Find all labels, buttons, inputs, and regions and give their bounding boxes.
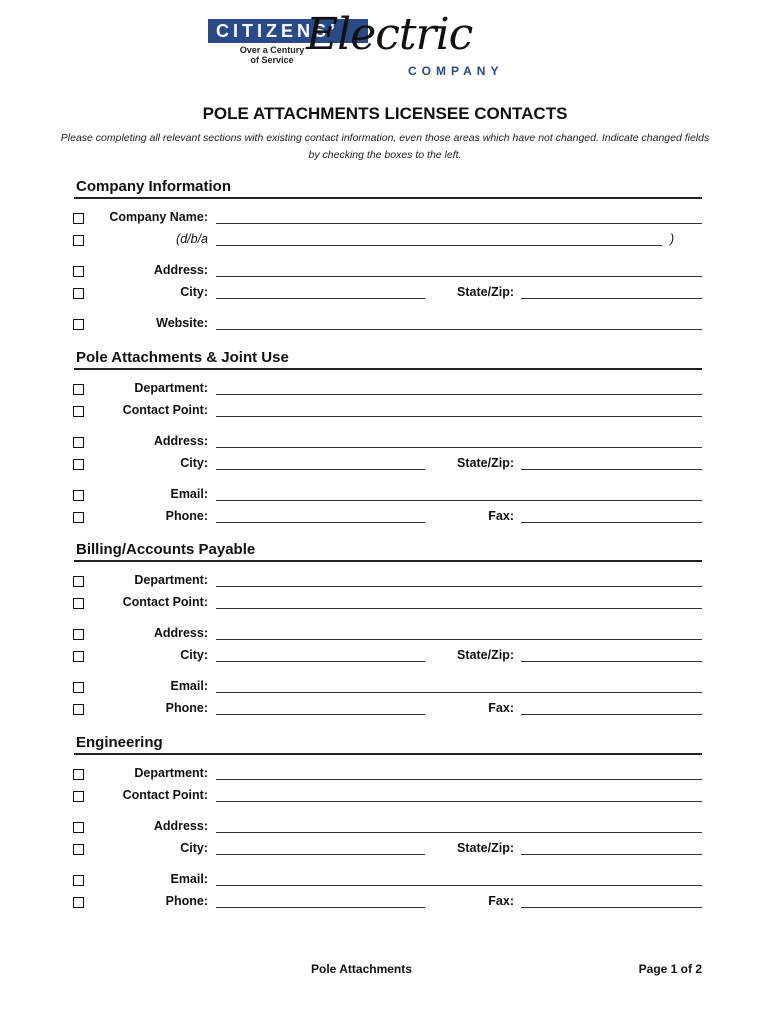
field-label: Phone: (165, 701, 208, 715)
changed-checkbox[interactable] (73, 288, 84, 299)
row-billing-address (0, 626, 770, 648)
changed-checkbox[interactable] (73, 459, 84, 470)
section-heading-company-label: Company Information (76, 178, 232, 195)
changed-checkbox[interactable] (73, 822, 84, 833)
website-field[interactable] (216, 329, 702, 330)
logo-tagline-line-2: of Service (250, 55, 294, 65)
changed-checkbox[interactable] (73, 651, 84, 662)
changed-checkbox[interactable] (73, 576, 84, 587)
field-label: Email: (170, 679, 208, 693)
row-pole-email (0, 487, 770, 509)
changed-checkbox[interactable] (73, 319, 84, 330)
address-field[interactable] (216, 276, 702, 277)
contact-point-field[interactable] (216, 608, 702, 609)
city-field[interactable] (216, 298, 425, 299)
row-pole-phone (0, 509, 770, 531)
changed-checkbox[interactable] (73, 791, 84, 802)
section-heading-billing-label: Billing/Accounts Payable (76, 541, 256, 558)
contact-point-field[interactable] (216, 801, 702, 802)
changed-checkbox[interactable] (73, 437, 84, 448)
phone-field[interactable] (216, 907, 425, 908)
changed-checkbox[interactable] (73, 682, 84, 693)
changed-checkbox[interactable] (73, 235, 84, 246)
state-zip-field[interactable] (521, 298, 702, 299)
row-billing-phone (0, 701, 770, 723)
footer-document-name: Pole Attachments (311, 962, 412, 976)
field-label: Contact Point: (122, 595, 208, 609)
row-billing-city (0, 648, 770, 670)
department-field[interactable] (216, 586, 702, 587)
instructions-text: Please completing all relevant sections with existing contact information, even those areas which have not changed. Indicate changed fields by checking the boxes to the left. (60, 132, 710, 161)
field-label: City: (180, 456, 208, 470)
field-label: Fax: (488, 894, 514, 908)
row-billing-email (0, 679, 770, 701)
field-label: Department: (134, 573, 208, 587)
row-billing-department (0, 573, 770, 595)
changed-checkbox[interactable] (73, 897, 84, 908)
logo-brand: CITIZENS’ (208, 19, 368, 43)
field-label: Email: (170, 872, 208, 886)
field-label: City: (180, 285, 208, 299)
field-label: State/Zip: (457, 456, 514, 470)
changed-checkbox[interactable] (73, 266, 84, 277)
fax-field[interactable] (521, 522, 702, 523)
dba-field[interactable] (216, 245, 662, 246)
fax-field[interactable] (521, 907, 702, 908)
row-pole-city (0, 456, 770, 478)
city-field[interactable] (216, 661, 425, 662)
row-billing-contact (0, 595, 770, 617)
row-company-city (0, 285, 770, 307)
changed-checkbox[interactable] (73, 704, 84, 715)
row-engineering-contact (0, 788, 770, 810)
company-name-field[interactable] (216, 223, 702, 224)
field-label: State/Zip: (457, 285, 514, 299)
dba-close-paren: ) (670, 232, 675, 246)
row-engineering-phone (0, 894, 770, 916)
logo-tagline-line-1: Over a Century (239, 45, 305, 55)
field-label: Department: (134, 766, 208, 780)
row-dba (0, 232, 770, 254)
changed-checkbox[interactable] (73, 406, 84, 417)
address-field[interactable] (216, 639, 702, 640)
field-label: Company Name: (109, 210, 208, 224)
logo-script-word: Electric (306, 9, 473, 60)
phone-field[interactable] (216, 522, 425, 523)
changed-checkbox[interactable] (73, 875, 84, 886)
state-zip-field[interactable] (521, 854, 702, 855)
row-company-name (0, 210, 770, 232)
row-pole-department (0, 381, 770, 403)
address-field[interactable] (216, 832, 702, 833)
changed-checkbox[interactable] (73, 512, 84, 523)
row-engineering-department (0, 766, 770, 788)
field-label: Address: (153, 626, 208, 640)
row-engineering-address (0, 819, 770, 841)
field-label: Department: (134, 381, 208, 395)
field-label: Email: (170, 487, 208, 501)
row-pole-address (0, 434, 770, 456)
row-pole-contact (0, 403, 770, 425)
department-field[interactable] (216, 394, 702, 395)
email-field[interactable] (216, 885, 702, 886)
section-heading-pole-label: Pole Attachments & Joint Use (76, 349, 289, 366)
field-label: Address: (153, 263, 208, 277)
field-label: Address: (153, 434, 208, 448)
city-field[interactable] (216, 854, 425, 855)
field-label: Phone: (165, 509, 208, 523)
field-label: Contact Point: (122, 403, 208, 417)
field-label: Fax: (488, 701, 514, 715)
field-label: Fax: (488, 509, 514, 523)
row-engineering-city (0, 841, 770, 863)
state-zip-field[interactable] (521, 661, 702, 662)
fax-field[interactable] (521, 714, 702, 715)
field-label: Phone: (165, 894, 208, 908)
changed-checkbox[interactable] (73, 629, 84, 640)
contact-point-field[interactable] (216, 416, 702, 417)
field-label: City: (180, 648, 208, 662)
section-heading-company (74, 175, 702, 199)
department-field[interactable] (216, 779, 702, 780)
row-company-address (0, 263, 770, 285)
changed-checkbox[interactable] (73, 213, 84, 224)
logo-company-word: COMPANY (408, 64, 504, 78)
page-title: POLE ATTACHMENTS LICENSEE CONTACTS (202, 104, 568, 123)
changed-checkbox[interactable] (73, 844, 84, 855)
state-zip-field[interactable] (521, 469, 702, 470)
changed-checkbox[interactable] (73, 598, 84, 609)
field-label: City: (180, 841, 208, 855)
changed-checkbox[interactable] (73, 769, 84, 780)
section-heading-pole (74, 346, 702, 370)
field-label: Address: (153, 819, 208, 833)
changed-checkbox[interactable] (73, 490, 84, 501)
field-label: Website: (156, 316, 208, 330)
email-field[interactable] (216, 500, 702, 501)
row-engineering-email (0, 872, 770, 894)
field-label: State/Zip: (457, 841, 514, 855)
phone-field[interactable] (216, 714, 425, 715)
footer-page-number: Page 1 of 2 (638, 962, 702, 976)
changed-checkbox[interactable] (73, 384, 84, 395)
company-logo (208, 9, 518, 79)
city-field[interactable] (216, 469, 425, 470)
field-label: (d/b/a (176, 232, 208, 246)
section-heading-engineering (74, 731, 702, 755)
section-heading-billing (74, 538, 702, 562)
section-heading-engineering-label: Engineering (76, 734, 163, 751)
address-field[interactable] (216, 447, 702, 448)
field-label: Contact Point: (122, 788, 208, 802)
row-company-website (0, 316, 770, 338)
email-field[interactable] (216, 692, 702, 693)
field-label: State/Zip: (457, 648, 514, 662)
